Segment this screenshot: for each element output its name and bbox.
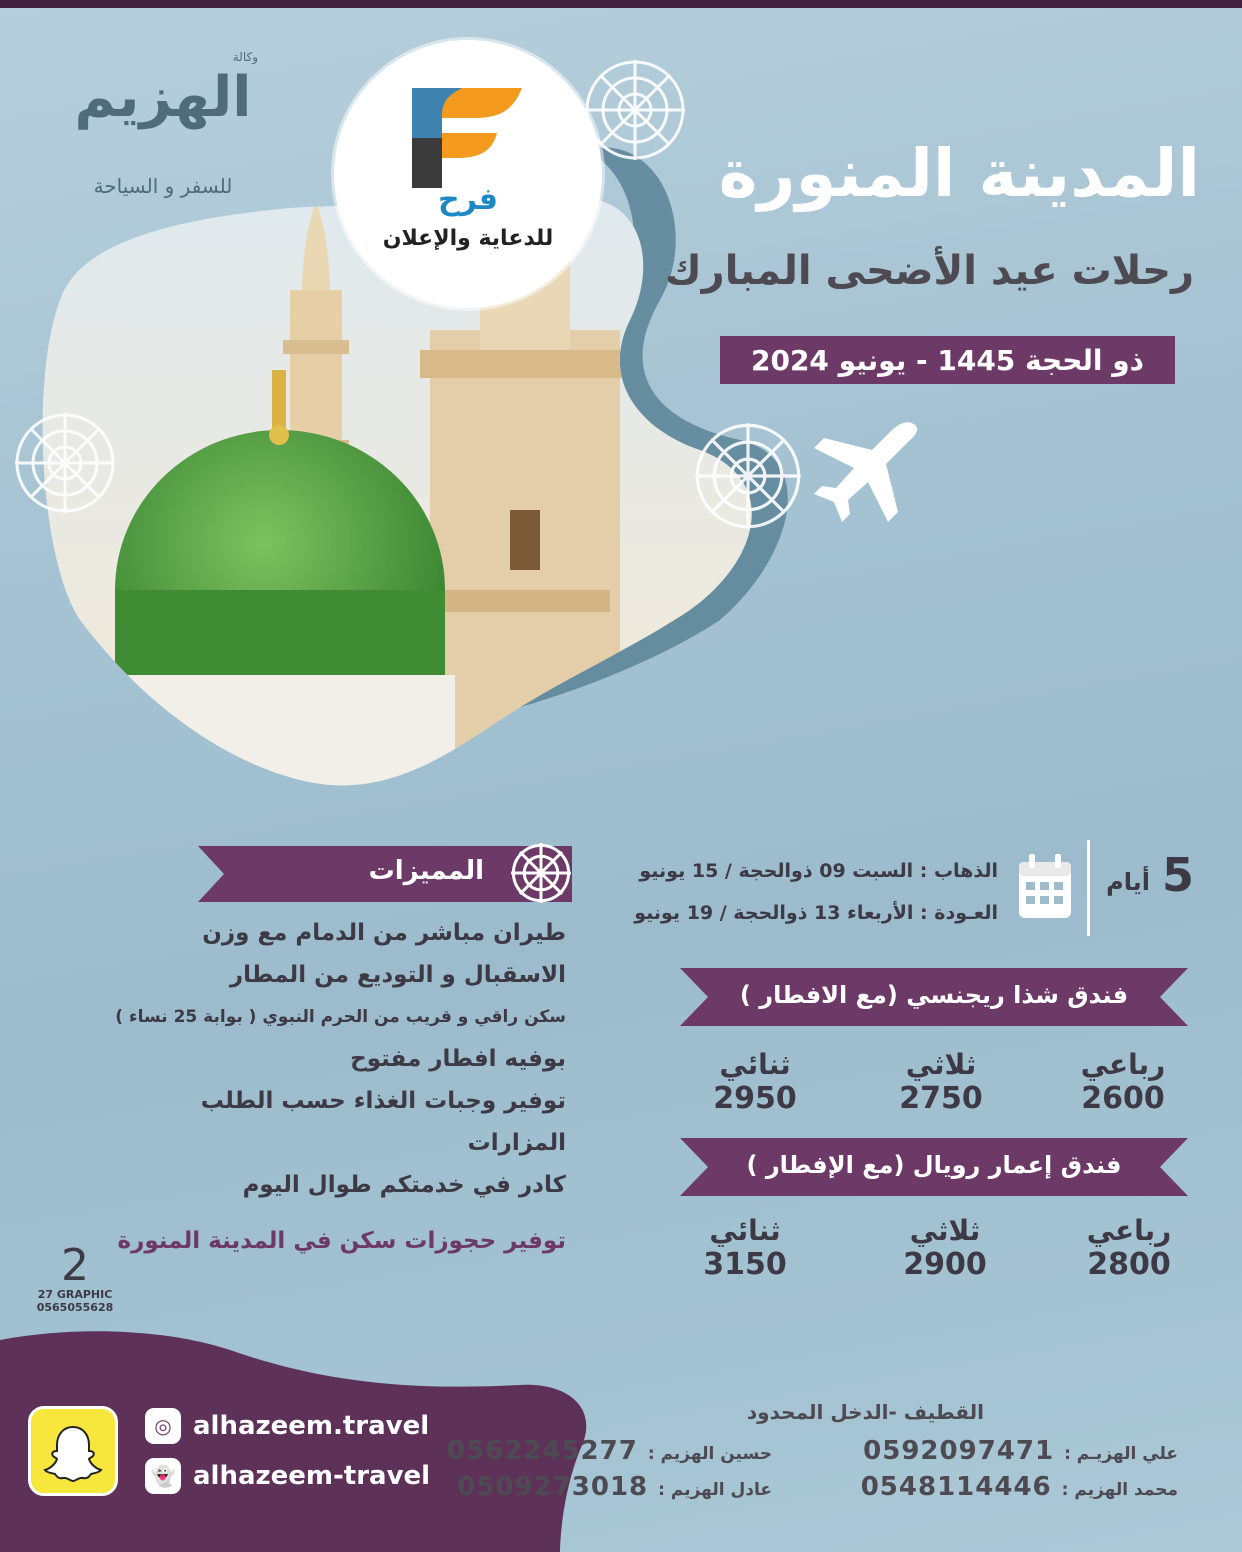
snapchat-link[interactable] bbox=[145, 1458, 430, 1494]
ornament-left-icon bbox=[10, 408, 120, 518]
divider bbox=[1087, 840, 1090, 936]
advertiser-f-icon bbox=[402, 78, 532, 188]
price-label: ثنائي bbox=[709, 1214, 781, 1247]
price-label: ثنائي bbox=[719, 1048, 791, 1081]
contact-phone[interactable]: 0562245277 bbox=[446, 1436, 638, 1466]
snapcode[interactable] bbox=[28, 1406, 118, 1496]
advertiser-logo bbox=[334, 40, 602, 308]
price-label: ثلاثي bbox=[905, 1048, 977, 1081]
calendar-icon bbox=[1017, 854, 1073, 920]
contact-name: حسين الهزيم : bbox=[647, 1444, 772, 1464]
hotel-banner-2 bbox=[680, 1138, 1188, 1196]
designer-phone: 0565055628 bbox=[36, 1301, 114, 1314]
designer-name: 27 GRAPHIC bbox=[37, 1288, 113, 1301]
snapchat-ghost-icon bbox=[31, 1409, 115, 1493]
agency-logo bbox=[58, 50, 268, 200]
contact-1 bbox=[863, 1436, 1178, 1466]
feature-item: توفير وجبات الغذاء حسب الطلب bbox=[200, 1088, 566, 1114]
features-title-wrap bbox=[198, 846, 572, 902]
price-label: ثلاثي bbox=[909, 1214, 981, 1247]
snapchat-icon: 👻 bbox=[145, 1458, 181, 1494]
housing-note: توفير حجوزات سكن في المدينة المنورة bbox=[117, 1228, 566, 1254]
agency-name: الهزيم bbox=[74, 65, 252, 130]
feature-item: بوفيه افطار مفتوح bbox=[350, 1046, 566, 1072]
advertiser-name: فرح bbox=[438, 182, 498, 217]
hotel-name-2: فندق إعمار رويال (مع الإفطار ) bbox=[746, 1151, 1122, 1179]
departure-info: الذهاب : السبت 09 ذوالحجة / 15 يونيو bbox=[639, 860, 998, 882]
price-triple-1 bbox=[886, 1048, 996, 1116]
feature-item: سكن راقي و قريب من الحرم النبوي ( بوابة 25 نساء ) bbox=[115, 1007, 566, 1027]
price-value: 2950 bbox=[713, 1081, 797, 1116]
price-double-2 bbox=[690, 1214, 800, 1282]
price-label: رباعي bbox=[1086, 1214, 1172, 1247]
contact-phone[interactable]: 0548114446 bbox=[860, 1472, 1052, 1502]
price-value: 2900 bbox=[903, 1247, 987, 1282]
contact-2 bbox=[447, 1436, 772, 1466]
price-double-1 bbox=[700, 1048, 810, 1116]
ornament-mid-icon bbox=[690, 418, 806, 534]
date-banner: ذو الحجة 1445 - يونيو 2024 bbox=[720, 336, 1175, 384]
price-quad-1 bbox=[1068, 1048, 1178, 1116]
contact-3 bbox=[861, 1472, 1178, 1502]
contact-name: علي الهزيـم : bbox=[1064, 1444, 1178, 1464]
feature-item: كادر في خدمتكم طوال اليوم bbox=[242, 1172, 566, 1198]
price-quad-2 bbox=[1074, 1214, 1184, 1282]
price-value: 3150 bbox=[703, 1247, 787, 1282]
price-value: 2800 bbox=[1087, 1247, 1171, 1282]
hotel-banner-1 bbox=[680, 968, 1188, 1026]
contact-name: محمد الهزيم : bbox=[1061, 1480, 1178, 1500]
return-info: العـودة : الأربعاء 13 ذوالحجة / 19 يونيو bbox=[634, 902, 998, 924]
agency-prefix: وكالة bbox=[232, 50, 258, 64]
instagram-icon: ◎ bbox=[145, 1408, 181, 1444]
price-value: 2750 bbox=[899, 1081, 983, 1116]
instagram-handle: alhazeem.travel bbox=[193, 1411, 430, 1441]
feature-item: طيران مباشر من الدمام مع وزن bbox=[202, 920, 566, 946]
designer-credit bbox=[30, 1240, 120, 1314]
features-title: المميزات bbox=[368, 856, 484, 886]
feature-item: الاسقبال و التوديع من المطار bbox=[229, 962, 566, 988]
features-list bbox=[46, 912, 566, 1206]
snapchat-handle: alhazeem-travel bbox=[193, 1461, 431, 1491]
designer-mark: 2 bbox=[61, 1240, 89, 1291]
contact-phone[interactable]: 0592097471 bbox=[863, 1436, 1055, 1466]
contact-name: عادل الهزيم : bbox=[658, 1480, 772, 1500]
page-subtitle: رحلات عيد الأضحى المبارك bbox=[665, 248, 1194, 294]
agency-tagline: للسفر و السياحة bbox=[93, 174, 233, 198]
contact-4 bbox=[457, 1472, 772, 1502]
contact-phone[interactable]: 0509273018 bbox=[457, 1472, 649, 1502]
price-value: 2600 bbox=[1081, 1081, 1165, 1116]
days-label: أيام bbox=[1106, 868, 1150, 896]
hotel-name-1: فندق شذا ريجنسي (مع الافطار ) bbox=[739, 981, 1129, 1009]
advertiser-tagline: للدعاية والإعلان bbox=[382, 226, 554, 251]
contact-region: القطيف -الدخل المحدود bbox=[746, 1400, 984, 1424]
price-triple-2 bbox=[890, 1214, 1000, 1282]
page-title: المدينة المنورة bbox=[718, 135, 1200, 212]
days-number: 5 bbox=[1161, 848, 1194, 902]
instagram-link[interactable] bbox=[145, 1408, 429, 1444]
price-label: رباعي bbox=[1080, 1048, 1166, 1081]
feature-item: المزارات bbox=[467, 1130, 566, 1156]
airplane-icon bbox=[808, 418, 928, 528]
